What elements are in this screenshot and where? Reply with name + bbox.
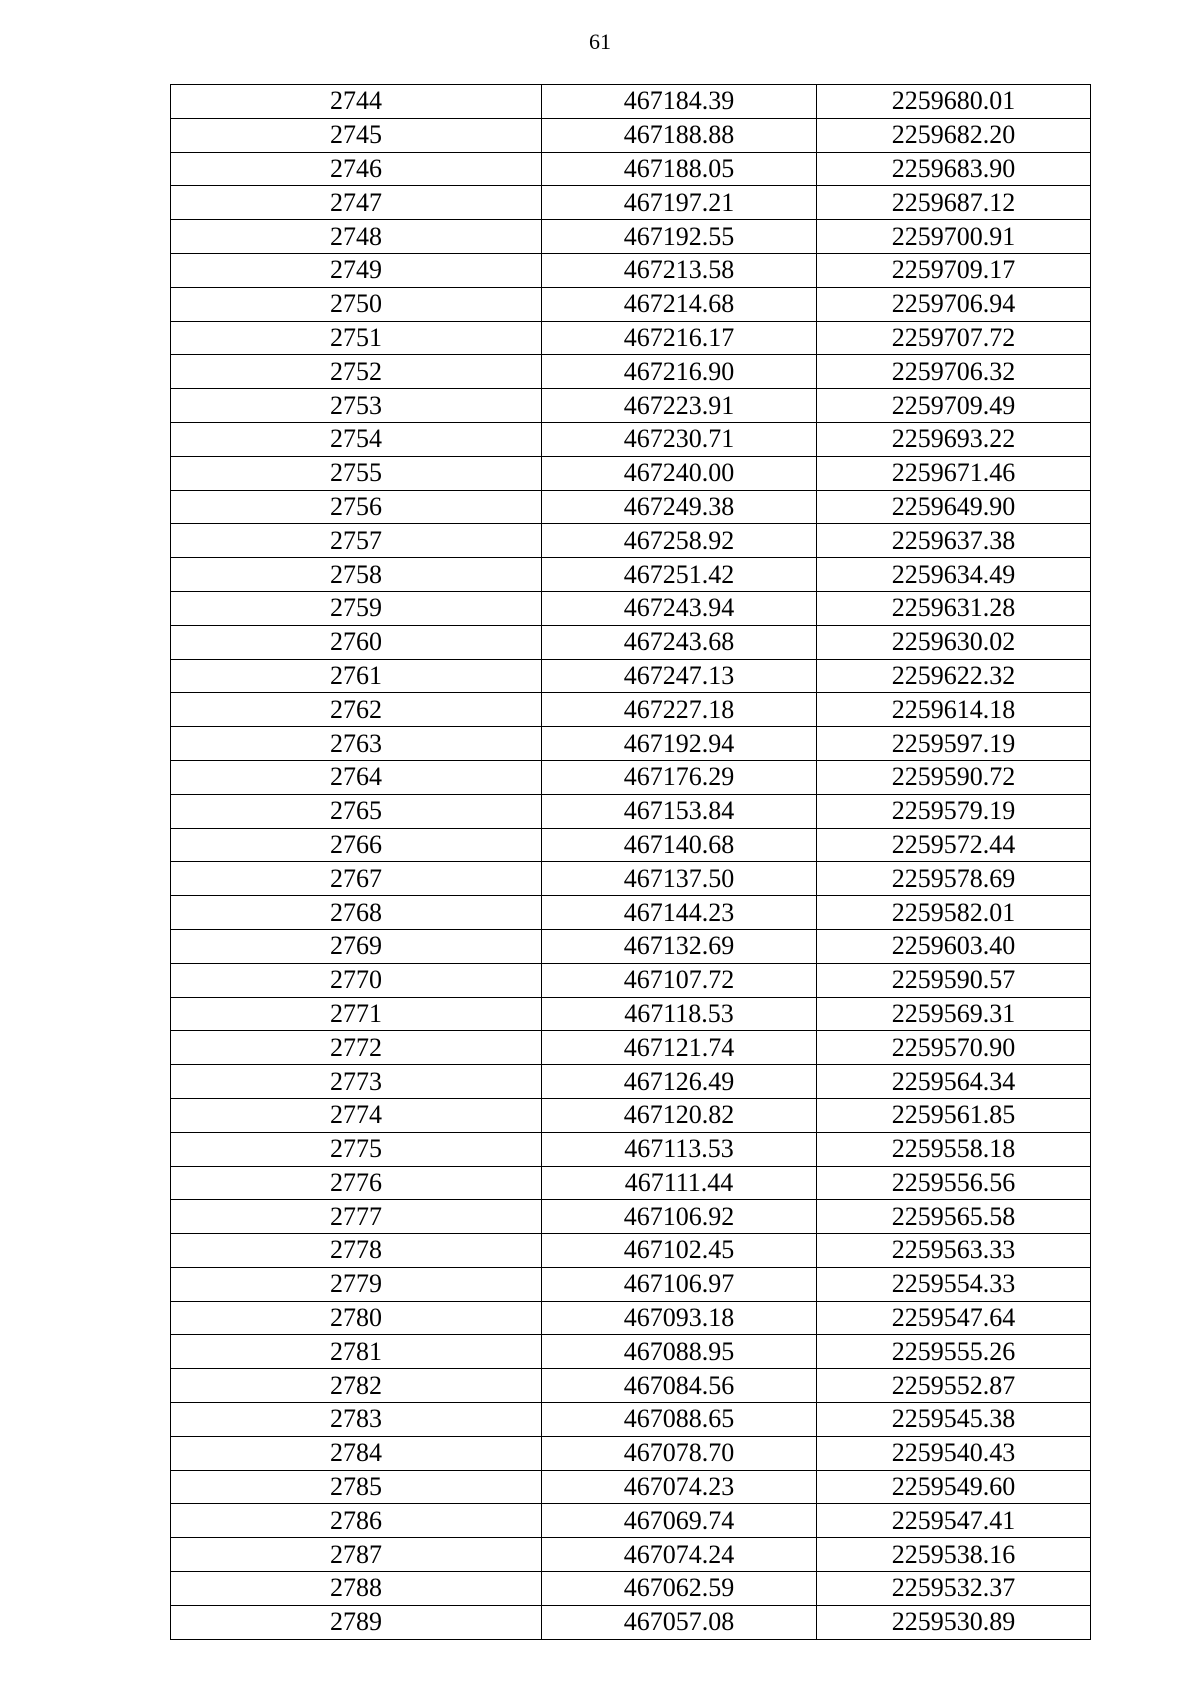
table-row xyxy=(171,85,1091,119)
y-coordinate-cell: 2259700.91 xyxy=(817,220,1091,254)
x-coordinate-cell: 467057.08 xyxy=(542,1605,817,1639)
y-coordinate-cell: 2259564.34 xyxy=(817,1065,1091,1099)
x-coordinate-cell: 467216.90 xyxy=(542,355,817,389)
table-row xyxy=(171,1132,1091,1166)
table-row xyxy=(171,1301,1091,1335)
point-number-cell: 2774 xyxy=(171,1098,542,1132)
x-coordinate-cell: 467069.74 xyxy=(542,1504,817,1538)
table-row xyxy=(171,963,1091,997)
y-coordinate-cell: 2259561.85 xyxy=(817,1098,1091,1132)
table-row xyxy=(171,1267,1091,1301)
y-coordinate-cell: 2259603.40 xyxy=(817,929,1091,963)
y-coordinate-cell: 2259622.32 xyxy=(817,659,1091,693)
y-coordinate-cell: 2259547.64 xyxy=(817,1301,1091,1335)
x-coordinate-cell: 467140.68 xyxy=(542,828,817,862)
table-row xyxy=(171,693,1091,727)
x-coordinate-cell: 467111.44 xyxy=(542,1166,817,1200)
point-number-cell: 2754 xyxy=(171,422,542,456)
point-number-cell: 2762 xyxy=(171,693,542,727)
point-number-cell: 2761 xyxy=(171,659,542,693)
x-coordinate-cell: 467102.45 xyxy=(542,1234,817,1268)
point-number-cell: 2766 xyxy=(171,828,542,862)
point-number-cell: 2780 xyxy=(171,1301,542,1335)
point-number-cell: 2744 xyxy=(171,85,542,119)
x-coordinate-cell: 467251.42 xyxy=(542,558,817,592)
y-coordinate-cell: 2259554.33 xyxy=(817,1267,1091,1301)
y-coordinate-cell: 2259706.32 xyxy=(817,355,1091,389)
point-number-cell: 2779 xyxy=(171,1267,542,1301)
x-coordinate-cell: 467188.88 xyxy=(542,118,817,152)
point-number-cell: 2778 xyxy=(171,1234,542,1268)
y-coordinate-cell: 2259530.89 xyxy=(817,1605,1091,1639)
y-coordinate-cell: 2259682.20 xyxy=(817,118,1091,152)
point-number-cell: 2764 xyxy=(171,760,542,794)
table-row xyxy=(171,1335,1091,1369)
coordinates-table xyxy=(170,84,1091,1640)
x-coordinate-cell: 467176.29 xyxy=(542,760,817,794)
page-number: 61 xyxy=(589,29,611,54)
y-coordinate-cell: 2259556.56 xyxy=(817,1166,1091,1200)
point-number-cell: 2787 xyxy=(171,1538,542,1572)
point-number-cell: 2768 xyxy=(171,896,542,930)
y-coordinate-cell: 2259570.90 xyxy=(817,1031,1091,1065)
x-coordinate-cell: 467126.49 xyxy=(542,1065,817,1099)
x-coordinate-cell: 467074.23 xyxy=(542,1470,817,1504)
table-row xyxy=(171,287,1091,321)
x-coordinate-cell: 467214.68 xyxy=(542,287,817,321)
point-number-cell: 2755 xyxy=(171,456,542,490)
x-coordinate-cell: 467118.53 xyxy=(542,997,817,1031)
table-row xyxy=(171,828,1091,862)
y-coordinate-cell: 2259680.01 xyxy=(817,85,1091,119)
x-coordinate-cell: 467084.56 xyxy=(542,1369,817,1403)
point-number-cell: 2773 xyxy=(171,1065,542,1099)
point-number-cell: 2758 xyxy=(171,558,542,592)
point-number-cell: 2757 xyxy=(171,524,542,558)
table-row xyxy=(171,1234,1091,1268)
point-number-cell: 2751 xyxy=(171,321,542,355)
coordinates-table-body xyxy=(171,85,1091,1640)
table-row xyxy=(171,1065,1091,1099)
table-row xyxy=(171,1605,1091,1639)
table-row xyxy=(171,1504,1091,1538)
point-number-cell: 2785 xyxy=(171,1470,542,1504)
y-coordinate-cell: 2259709.17 xyxy=(817,253,1091,287)
y-coordinate-cell: 2259693.22 xyxy=(817,422,1091,456)
point-number-cell: 2772 xyxy=(171,1031,542,1065)
point-number-cell: 2788 xyxy=(171,1572,542,1606)
x-coordinate-cell: 467106.92 xyxy=(542,1200,817,1234)
x-coordinate-cell: 467062.59 xyxy=(542,1572,817,1606)
table-row xyxy=(171,659,1091,693)
table-row xyxy=(171,1369,1091,1403)
point-number-cell: 2786 xyxy=(171,1504,542,1538)
x-coordinate-cell: 467121.74 xyxy=(542,1031,817,1065)
y-coordinate-cell: 2259707.72 xyxy=(817,321,1091,355)
table-row xyxy=(171,1572,1091,1606)
x-coordinate-cell: 467137.50 xyxy=(542,862,817,896)
x-coordinate-cell: 467240.00 xyxy=(542,456,817,490)
y-coordinate-cell: 2259549.60 xyxy=(817,1470,1091,1504)
point-number-cell: 2748 xyxy=(171,220,542,254)
x-coordinate-cell: 467120.82 xyxy=(542,1098,817,1132)
table-row xyxy=(171,321,1091,355)
x-coordinate-cell: 467113.53 xyxy=(542,1132,817,1166)
point-number-cell: 2747 xyxy=(171,186,542,220)
x-coordinate-cell: 467106.97 xyxy=(542,1267,817,1301)
point-number-cell: 2769 xyxy=(171,929,542,963)
x-coordinate-cell: 467247.13 xyxy=(542,659,817,693)
point-number-cell: 2746 xyxy=(171,152,542,186)
table-row xyxy=(171,997,1091,1031)
x-coordinate-cell: 467249.38 xyxy=(542,490,817,524)
point-number-cell: 2777 xyxy=(171,1200,542,1234)
y-coordinate-cell: 2259565.58 xyxy=(817,1200,1091,1234)
y-coordinate-cell: 2259709.49 xyxy=(817,389,1091,423)
point-number-cell: 2781 xyxy=(171,1335,542,1369)
table-row xyxy=(171,1538,1091,1572)
x-coordinate-cell: 467223.91 xyxy=(542,389,817,423)
x-coordinate-cell: 467213.58 xyxy=(542,253,817,287)
x-coordinate-cell: 467144.23 xyxy=(542,896,817,930)
table-row xyxy=(171,896,1091,930)
x-coordinate-cell: 467243.68 xyxy=(542,625,817,659)
point-number-cell: 2752 xyxy=(171,355,542,389)
point-number-cell: 2770 xyxy=(171,963,542,997)
x-coordinate-cell: 467192.94 xyxy=(542,727,817,761)
x-coordinate-cell: 467093.18 xyxy=(542,1301,817,1335)
point-number-cell: 2753 xyxy=(171,389,542,423)
y-coordinate-cell: 2259683.90 xyxy=(817,152,1091,186)
y-coordinate-cell: 2259538.16 xyxy=(817,1538,1091,1572)
y-coordinate-cell: 2259590.57 xyxy=(817,963,1091,997)
x-coordinate-cell: 467188.05 xyxy=(542,152,817,186)
table-row xyxy=(171,929,1091,963)
table-row xyxy=(171,1403,1091,1437)
table-row xyxy=(171,253,1091,287)
point-number-cell: 2771 xyxy=(171,997,542,1031)
point-number-cell: 2745 xyxy=(171,118,542,152)
y-coordinate-cell: 2259532.37 xyxy=(817,1572,1091,1606)
point-number-cell: 2784 xyxy=(171,1436,542,1470)
table-row xyxy=(171,1031,1091,1065)
table-row xyxy=(171,456,1091,490)
point-number-cell: 2789 xyxy=(171,1605,542,1639)
point-number-cell: 2756 xyxy=(171,490,542,524)
x-coordinate-cell: 467258.92 xyxy=(542,524,817,558)
y-coordinate-cell: 2259631.28 xyxy=(817,591,1091,625)
y-coordinate-cell: 2259597.19 xyxy=(817,727,1091,761)
x-coordinate-cell: 467088.65 xyxy=(542,1403,817,1437)
table-row xyxy=(171,794,1091,828)
x-coordinate-cell: 467078.70 xyxy=(542,1436,817,1470)
y-coordinate-cell: 2259649.90 xyxy=(817,490,1091,524)
table-row xyxy=(171,1166,1091,1200)
y-coordinate-cell: 2259569.31 xyxy=(817,997,1091,1031)
y-coordinate-cell: 2259555.26 xyxy=(817,1335,1091,1369)
x-coordinate-cell: 467230.71 xyxy=(542,422,817,456)
y-coordinate-cell: 2259590.72 xyxy=(817,760,1091,794)
y-coordinate-cell: 2259552.87 xyxy=(817,1369,1091,1403)
table-row xyxy=(171,1436,1091,1470)
table-row xyxy=(171,862,1091,896)
table-row xyxy=(171,591,1091,625)
point-number-cell: 2775 xyxy=(171,1132,542,1166)
y-coordinate-cell: 2259547.41 xyxy=(817,1504,1091,1538)
y-coordinate-cell: 2259687.12 xyxy=(817,186,1091,220)
table-row xyxy=(171,727,1091,761)
y-coordinate-cell: 2259634.49 xyxy=(817,558,1091,592)
x-coordinate-cell: 467088.95 xyxy=(542,1335,817,1369)
point-number-cell: 2783 xyxy=(171,1403,542,1437)
table-row xyxy=(171,118,1091,152)
x-coordinate-cell: 467107.72 xyxy=(542,963,817,997)
table-row xyxy=(171,625,1091,659)
x-coordinate-cell: 467227.18 xyxy=(542,693,817,727)
y-coordinate-cell: 2259572.44 xyxy=(817,828,1091,862)
point-number-cell: 2765 xyxy=(171,794,542,828)
y-coordinate-cell: 2259558.18 xyxy=(817,1132,1091,1166)
x-coordinate-cell: 467074.24 xyxy=(542,1538,817,1572)
table-row xyxy=(171,1470,1091,1504)
point-number-cell: 2750 xyxy=(171,287,542,321)
point-number-cell: 2767 xyxy=(171,862,542,896)
table-row xyxy=(171,422,1091,456)
table-row xyxy=(171,186,1091,220)
y-coordinate-cell: 2259637.38 xyxy=(817,524,1091,558)
y-coordinate-cell: 2259614.18 xyxy=(817,693,1091,727)
x-coordinate-cell: 467216.17 xyxy=(542,321,817,355)
table-row xyxy=(171,760,1091,794)
y-coordinate-cell: 2259563.33 xyxy=(817,1234,1091,1268)
point-number-cell: 2760 xyxy=(171,625,542,659)
x-coordinate-cell: 467192.55 xyxy=(542,220,817,254)
table-row xyxy=(171,220,1091,254)
table-row xyxy=(171,355,1091,389)
x-coordinate-cell: 467243.94 xyxy=(542,591,817,625)
table-row xyxy=(171,1200,1091,1234)
table-row xyxy=(171,389,1091,423)
y-coordinate-cell: 2259630.02 xyxy=(817,625,1091,659)
table-row xyxy=(171,524,1091,558)
y-coordinate-cell: 2259582.01 xyxy=(817,896,1091,930)
x-coordinate-cell: 467132.69 xyxy=(542,929,817,963)
x-coordinate-cell: 467184.39 xyxy=(542,85,817,119)
x-coordinate-cell: 467153.84 xyxy=(542,794,817,828)
point-number-cell: 2782 xyxy=(171,1369,542,1403)
y-coordinate-cell: 2259706.94 xyxy=(817,287,1091,321)
table-row xyxy=(171,490,1091,524)
table-row xyxy=(171,1098,1091,1132)
point-number-cell: 2749 xyxy=(171,253,542,287)
y-coordinate-cell: 2259545.38 xyxy=(817,1403,1091,1437)
y-coordinate-cell: 2259671.46 xyxy=(817,456,1091,490)
table-row xyxy=(171,558,1091,592)
y-coordinate-cell: 2259579.19 xyxy=(817,794,1091,828)
table-row xyxy=(171,152,1091,186)
y-coordinate-cell: 2259540.43 xyxy=(817,1436,1091,1470)
point-number-cell: 2759 xyxy=(171,591,542,625)
point-number-cell: 2776 xyxy=(171,1166,542,1200)
point-number-cell: 2763 xyxy=(171,727,542,761)
y-coordinate-cell: 2259578.69 xyxy=(817,862,1091,896)
x-coordinate-cell: 467197.21 xyxy=(542,186,817,220)
